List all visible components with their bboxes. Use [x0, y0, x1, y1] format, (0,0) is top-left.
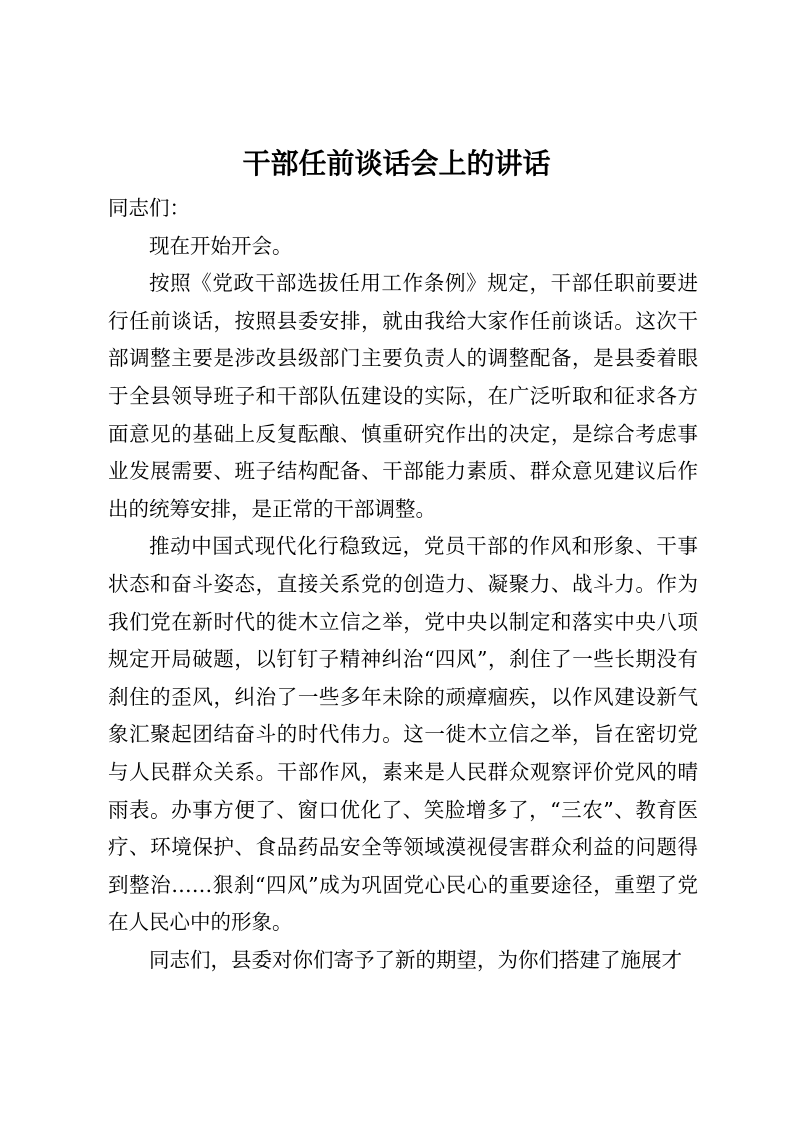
document-body: [108, 190, 698, 979]
salutation: 同志们：: [108, 196, 190, 220]
paragraph-regulation: 按照《党政干部选拔任用工作条例》规定，干部任职前要进行任前谈话，按照县委安排，就由我给大家作任前谈话。这次干部调整主要是涉改县级部门主要负责人的调整配备，是县委着眼于全县领导班子和干部队伍建设的实际，在广泛听取和征求各方面意见的基础上反复酝酿、慎重研究作出的决定，是综合考虑事业发展需要、班子结构配备、干部能力素质、群众意见建议后作出的统筹安排，是正常的干部调整。: [108, 271, 698, 521]
document-title: 干部任前谈话会上的讲话: [242, 147, 551, 180]
paragraph-expectation: 同志们，县委对你们寄予了新的期望，为你们搭建了施展才: [149, 947, 682, 972]
paragraph-opening: 现在开始开会。: [149, 233, 293, 258]
paragraph-work-style: 推动中国式现代化行稳致远，党员干部的作风和形象、干事状态和奋斗姿态，直接关系党的创造力、凝聚力、战斗力。作为我们党在新时代的徙木立信之举，党中央以制定和落实中央八项规定开局破题，以钉钉子精神纠治“四风”，刹住了一些长期没有刹住的歪风，纠治了一些多年未除的顽瘴痼疾，以作风建设新气象汇聚起团结奋斗的时代伟力。这一徙木立信之举，旨在密切党与人民群众关系。干部作风，素来是人民群众观察评价党风的晴雨表。办事方便了、窗口优化了、笑脸增多了，“三农”、教育医疗、环境保护、食品药品安全等领域漠视侵害群众利益的问题得到整治……狠刹“四风”成为巩固党心民心的重要途径，重塑了党在人民心中的形象。: [108, 534, 698, 935]
